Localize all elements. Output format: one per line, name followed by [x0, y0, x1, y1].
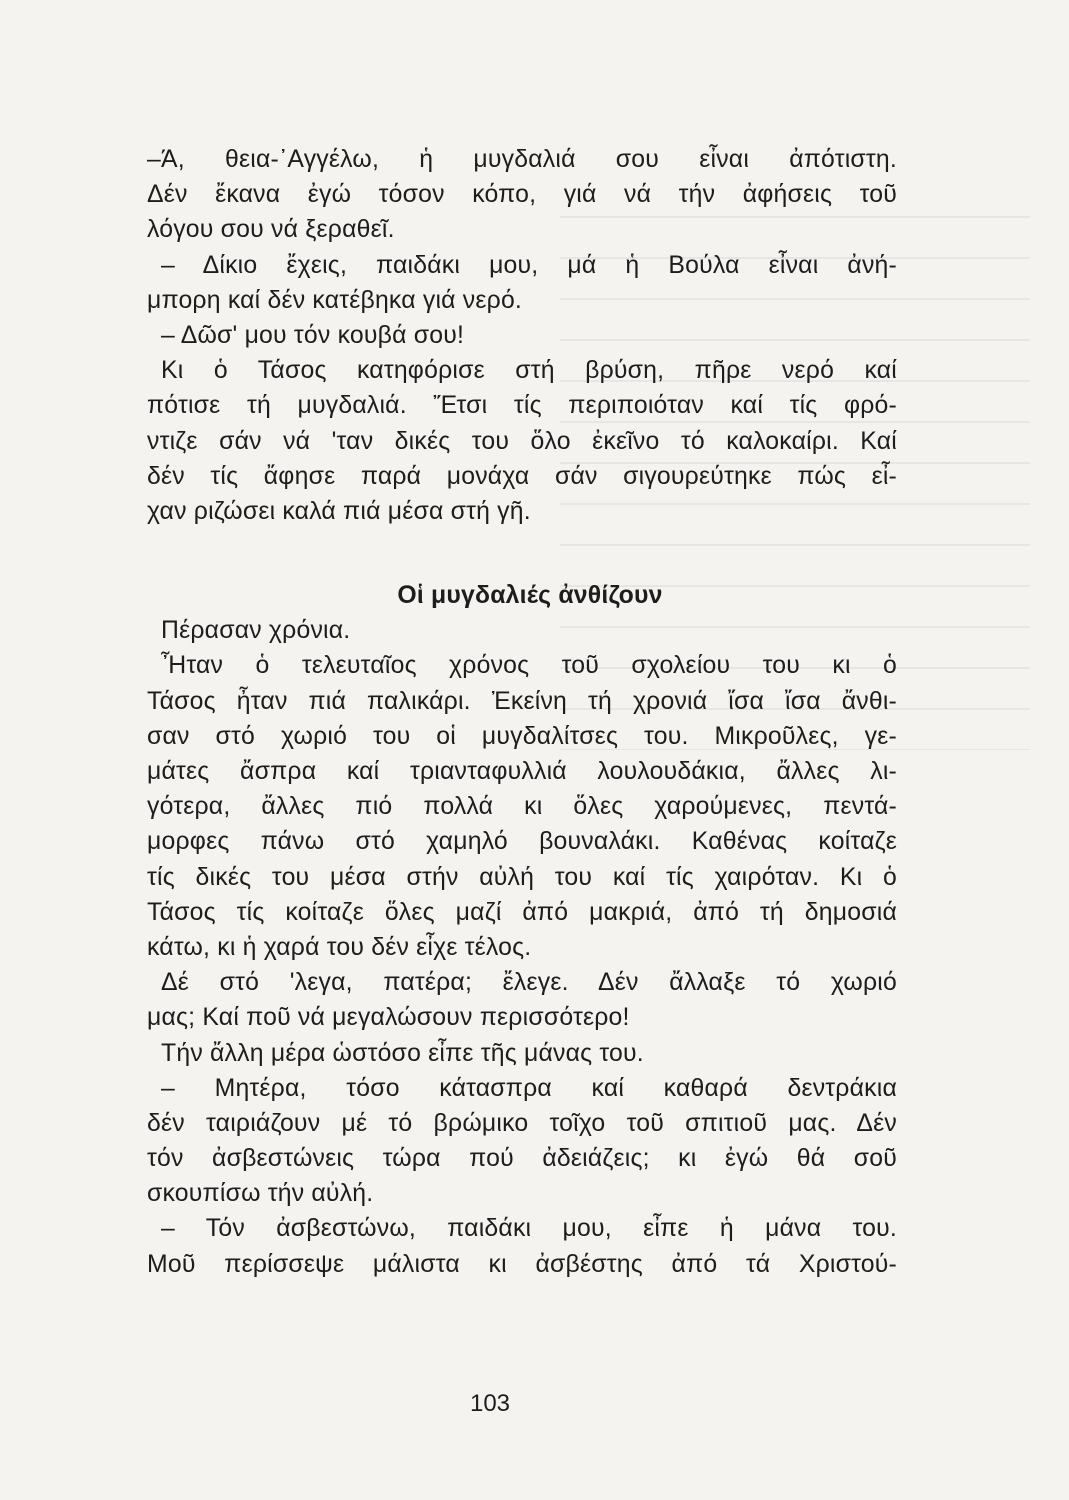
text-line: σκουπίσω τήν αὐλή.: [147, 1180, 374, 1208]
text-line: Κι ὁ Τάσος κατηφόρισε στή βρύση, πῆρε νερό καί: [161, 357, 897, 385]
text-line: τίς δικές του μέσα στήν αὐλή του καί τίς χαιρόταν. Κι ὁ: [147, 863, 897, 891]
text-line: – Τόν ἀσβεστώνω, παιδάκι μου, εἶπε ἡ μάνα του.: [161, 1215, 897, 1243]
text-line: Μοῦ περίσσεψε μάλιστα κι ἀσβέστης ἀπό τά Χριστού-: [147, 1250, 897, 1278]
section-heading: Οἱ μυγδαλιές ἀνθίζουν: [397, 582, 663, 610]
text-line: Δέ στό 'λεγα, πατέρα; ἔλεγε. Δέν ἄλλαξε τό χωριό: [161, 969, 897, 997]
page-number: 103: [469, 1390, 511, 1417]
text-line: ντιζε σάν νά 'ταν δικές του ὅλο ἐκεῖνο τό καλοκαίρι. Καί: [147, 427, 897, 455]
text-line: μορφες πάνω στό χαμηλό βουναλάκι. Καθένας κοίταζε: [147, 828, 897, 856]
text-line: Πέρασαν χρόνια.: [161, 617, 351, 645]
text-line: πότισε τή μυγδαλιά. Ἔτσι τίς περιποιόταν καί τίς φρό-: [147, 392, 897, 420]
text-line: Τάσος ἦταν πιά παλικάρι. Ἐκείνη τή χρονιά ἴσα ἴσα ἄνθι-: [147, 687, 897, 715]
text-line: κάτω, κι ἡ χαρά του δέν εἶχε τέλος.: [147, 933, 532, 961]
text-line: –Ά, θεια-᾿Αγγέλω, ἡ μυγδαλιά σου εἶναι ἀπότιστη.: [147, 146, 897, 173]
text-line: δέν ταιριάζουν μέ τό βρώμικο τοῖχο τοῦ σπιτιοῦ μας. Δέν: [147, 1109, 897, 1137]
text-line: – Δῶσ' μου τόν κουβά σου!: [161, 321, 465, 349]
text-line: μας; Καί ποῦ νά μεγαλώσουν περισσότερο!: [147, 1004, 630, 1032]
text-line: χαν ριζώσει καλά πιά μέσα στή γῆ.: [147, 497, 531, 525]
text-line: Δέν ἔκανα ἐγώ τόσον κόπο, γιά νά τήν ἀφήσεις τοῦ: [147, 181, 897, 209]
text-line: – Δίκιο ἔχεις, παιδάκι μου, μά ἡ Βούλα εἶναι ἀνή-: [161, 251, 897, 279]
text-line: – Μητέρα, τόσο κάτασπρα καί καθαρά δεντράκια: [161, 1074, 897, 1102]
text-line: τόν ἀσβεστώνεις τώρα πού ἀδειάζεις; κι ἐγώ θά σοῦ: [147, 1145, 897, 1173]
text-line: μπορη καί δέν κατέβηκα γιά νερό.: [147, 286, 523, 314]
text-line: Τήν ἄλλη μέρα ὡστόσο εἶπε τῆς μάνας του.: [161, 1039, 644, 1067]
text-line: γότερα, ἄλλες πιό πολλά κι ὅλες χαρούμενες, πεντά-: [147, 793, 897, 821]
text-line: Τάσος τίς κοίταζε ὅλες μαζί ἀπό μακριά, ἀπό τή δημοσιά: [147, 898, 897, 926]
text-line: δέν τίς ἄφησε παρά μονάχα σάν σιγουρεύτηκε πώς εἶ-: [147, 462, 897, 490]
text-line: μάτες ἄσπρα καί τριανταφυλλιά λουλουδάκια, ἄλλες λι-: [147, 758, 897, 785]
main-text: [147, 142, 897, 1282]
text-line: σαν στό χωριό του οἱ μυγδαλίτσες του. Μικροῦλες, γε-: [147, 722, 897, 750]
text-line: Ἦταν ὁ τελευταῖος χρόνος τοῦ σχολείου του κι ὁ: [161, 652, 897, 680]
text-line: λόγου σου νά ξεραθεῖ.: [147, 216, 395, 244]
